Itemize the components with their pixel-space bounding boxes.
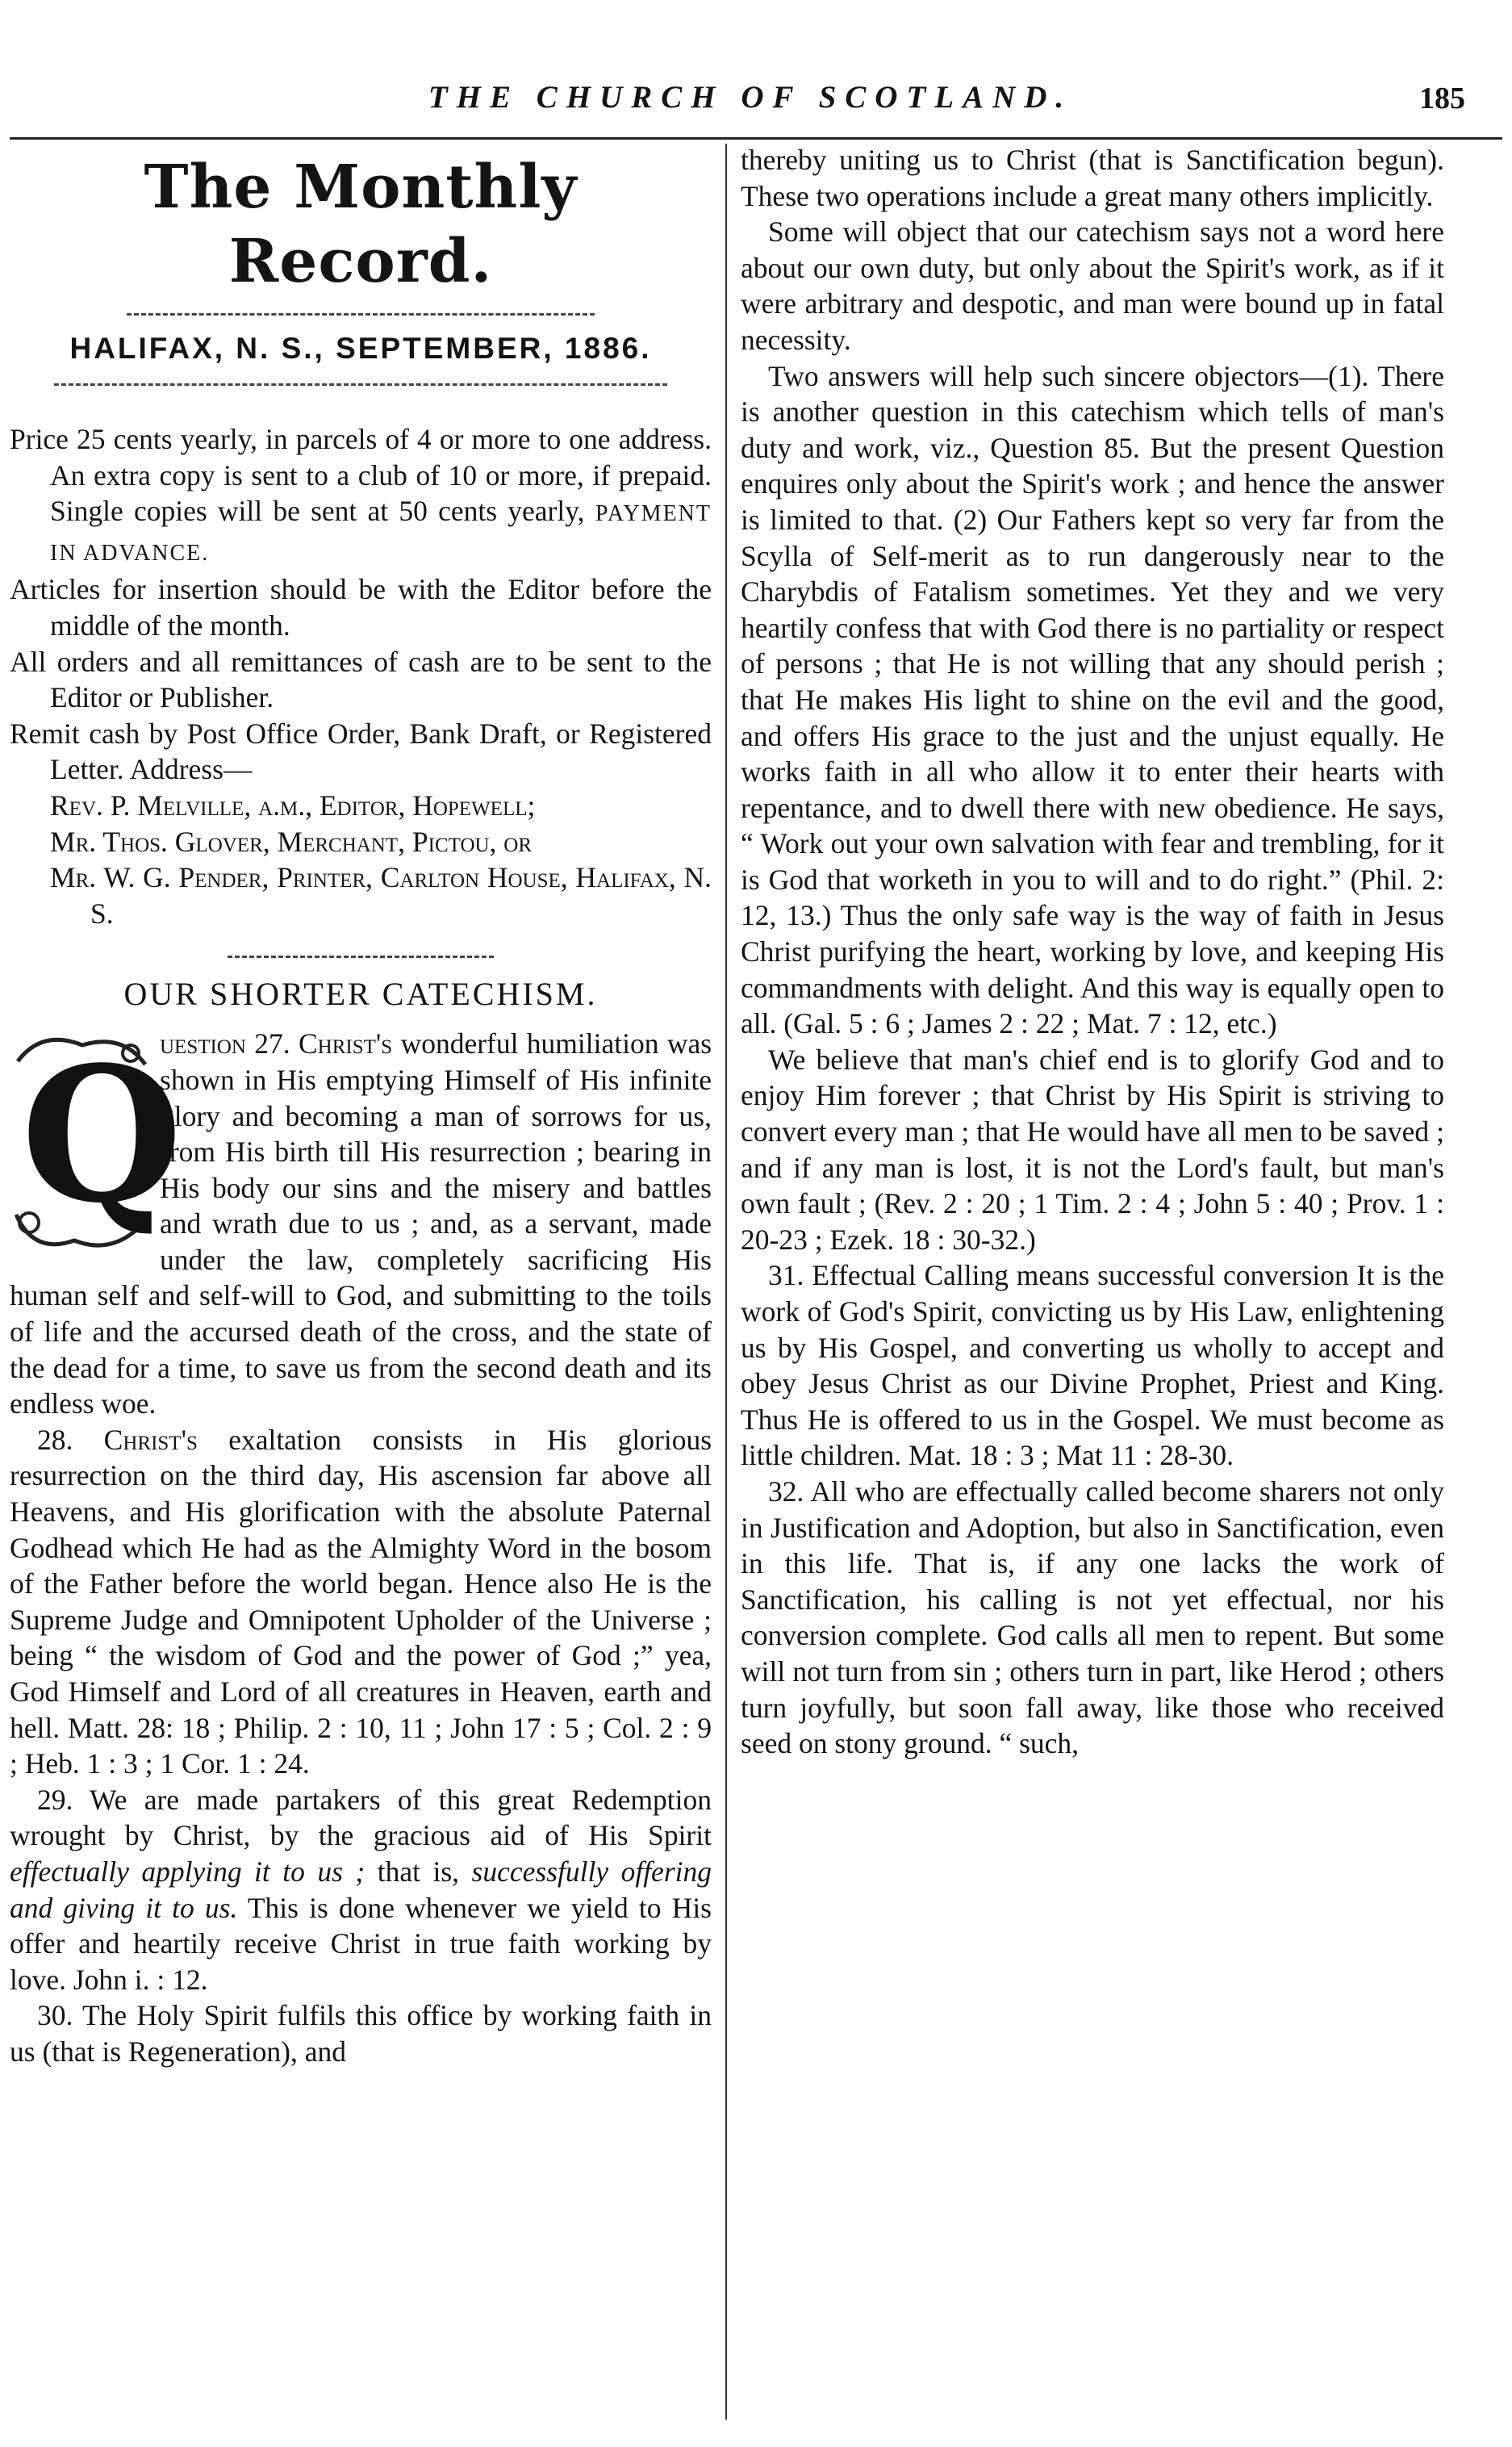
q27-lead: uestion 27. bbox=[160, 1027, 290, 1060]
article-heading: OUR SHORTER CATECHISM. bbox=[123, 976, 598, 1013]
terms-price bbox=[10, 421, 712, 571]
question-28 bbox=[10, 1422, 712, 1782]
dateline-rule bbox=[54, 383, 667, 386]
dropcap-letter: Q bbox=[21, 1027, 183, 1245]
question-31: 31. Effectual Calling means successful conversion It is the work of God's Spirit, convicting us by His Law, enlightening us by His Gospel, and converting us wholly to accept and obey Jesus Christ as our Divine Prophet, Priest and King. Thus He is offered to us in the Gospel. We must become as little children. Mat. 18 : 3 ; Mat 11 : 28-30. bbox=[741, 1259, 1444, 1472]
q29-emphasis-1: effectually applying it to us ; bbox=[10, 1855, 365, 1888]
q28-num: 28. bbox=[37, 1423, 73, 1456]
running-head bbox=[0, 79, 1512, 128]
address-merchant-text: Mr. Thos. Glover, Merchant, Pictou, or bbox=[50, 825, 533, 858]
price-advance: PAYMENT IN ADVANCE. bbox=[50, 501, 712, 566]
right-column bbox=[741, 142, 1444, 1762]
section-rule bbox=[228, 956, 494, 958]
q27-body: wonderful humiliation was shown in His emptying Himself of His infinite glory and becoming a man of sorrows for us, from His birth till His resurrection ; bearing in His body our sins and the misery and battles and wrath due to us ; and, as a servant, made under the law, completely sacrificing His human self and self-will to God, and submitting to the toils of life and the accursed death of the cross, and the state of the dead for a time, to save us from the second death and its endless woe. bbox=[10, 1027, 712, 1420]
belief-paragraph: We believe that man's chief end is to glorify God and to enjoy Him forever ; that Christ by His Spirit is striving to convert every man ; that He would have all men to be saved ; and if any man is lost, it is not the Lord's fault, but man's own fault ; (Rev. 2 : 20 ; 1 Tim. 2 : 4 ; John 5 : 40 ; Prov. 1 : 20-23 ; Ezek. 18 : 30-32.) bbox=[741, 1043, 1444, 1256]
catechism-article bbox=[10, 1026, 712, 2069]
dropcap bbox=[10, 1027, 183, 1257]
left-column bbox=[10, 142, 712, 2070]
header-rule bbox=[10, 137, 1502, 140]
q29-text-b: that is, bbox=[377, 1855, 460, 1888]
running-title: THE CHURCH OF SCOTLAND. bbox=[428, 80, 1073, 115]
page-number: 185 bbox=[1419, 82, 1465, 115]
address-printer bbox=[10, 860, 712, 931]
question-32: 32. All who are effectually called become sharers not only in Justification and Adoption, but also in Sanctification, even in this life. That is, if any one lacks the work of Sanctification, his calling is not yet effectual, nor his conversion complete. God calls all men to repent. But some will not turn from sin ; others turn in part, like Herod ; others turn joyfully, but soon fall away, like those who received seed on stony ground. “ such, bbox=[741, 1474, 1444, 1760]
column-rule bbox=[725, 144, 727, 2420]
q29-emphasis-2: successfully offering and giving it to us. bbox=[10, 1855, 712, 1924]
terms-remit: Remit cash by Post Office Order, Bank Draft, or Registered Letter. Address— bbox=[10, 717, 712, 786]
answers-paragraph: Two answers will help such sincere objectors—(1). There is another question in this catechism which tells of man's duty and work, viz., Question 85. But the present Question enquires only about the Spirit's work ; and hence the answer is limited to that. (2) Our Fathers kept so very far from the Scylla of Self-merit as to run dangerously near to the Charybdis of Fatalism sometimes. Yet they and we very heartily confess that with God there is no partiality or respect of persons ; that He is not willing that any should perish ; that He makes His light to shine on the evil and the good, and offers His grace to the just and the unjust equally. He works faith in all who allow it to enter their hearts with repentance, and to dwell there with new obedience. He says, “ Work out your own salvation with fear and trembling, for it is God that worketh in you to will and to do right.” (Phil. 2: 12, 13.) Thus the only safe way is the way of faith in Jesus Christ purifying the heart, working by love, and keeping His commandments with delight. And this way is equally open to all. (Gal. 5 : 6 ; James 2 : 22 ; Mat. 7 : 12, etc.) bbox=[741, 359, 1444, 1040]
address-editor bbox=[10, 788, 712, 824]
masthead-title: The Monthly Record. bbox=[144, 153, 578, 296]
masthead-rule bbox=[127, 313, 595, 316]
price-text: Price 25 cents yearly, in parcels of 4 or more to one address. An extra copy is sent to a club of 10 or more, if prepaid. Single copies will be sent at 50 cents yearly, bbox=[10, 423, 712, 528]
terms-articles: Articles for insertion should be with the Editor before the middle of the month. bbox=[10, 573, 712, 642]
address-printer-text: Mr. W. G. Pender, Printer, Carlton House, Halifax, N. S. bbox=[50, 861, 712, 930]
address-editor-text: Rev. P. Melville, a.m., Editor, Hopewell; bbox=[50, 788, 536, 822]
question-30-continued: thereby uniting us to Christ (that is Sanctification begun). These two operations include a great many others implicitly. bbox=[741, 144, 1444, 212]
dateline: HALIFAX, N. S., SEPTEMBER, 1886. bbox=[69, 332, 652, 365]
address-merchant bbox=[10, 824, 712, 860]
objection-paragraph: Some will object that our catechism says not a word here about our own duty, but only about the Spirit's work, as if it were arbitrary and despotic, and man were bound up in fatal necessity. bbox=[741, 215, 1444, 356]
question-30-start: 30. The Holy Spirit fulfils this office by working faith in us (that is Regeneration), and bbox=[10, 1999, 712, 2068]
q27-name: Christ's bbox=[299, 1027, 393, 1060]
q28-name: Christ's bbox=[103, 1423, 198, 1456]
terms-orders: All orders and all remittances of cash are to be sent to the Editor or Publisher. bbox=[10, 645, 712, 714]
q28-body: exaltation consists in His glorious resurrection on the third day, His ascension far above all Heavens, and His glorification with the absolute Paternal Godhead which He had as the Almighty Word in the bosom of the Father before the world began. Hence also He is the Supreme Judge and Omnipotent Upholder of the Universe ; being “ the wisdom of God and the power of God ;” yea, God Himself and Lord of all creatures in Heaven, earth and hell. Matt. 28: 18 ; Philip. 2 : 10, 11 ; John 17 : 5 ; Col. 2 : 9 ; Heb. 1 : 3 ; 1 Cor. 1 : 24. bbox=[10, 1423, 712, 1780]
question-29 bbox=[10, 1782, 712, 1998]
q29-text-c: This is done whenever we yield to His offer and heartily receive Christ in true faith working by love. John i. : 12. bbox=[10, 1891, 712, 1996]
q29-text-a: 29. We are made partakers of this great Redemption wrought by Christ, by the gracious aid of His Spirit bbox=[10, 1783, 712, 1852]
